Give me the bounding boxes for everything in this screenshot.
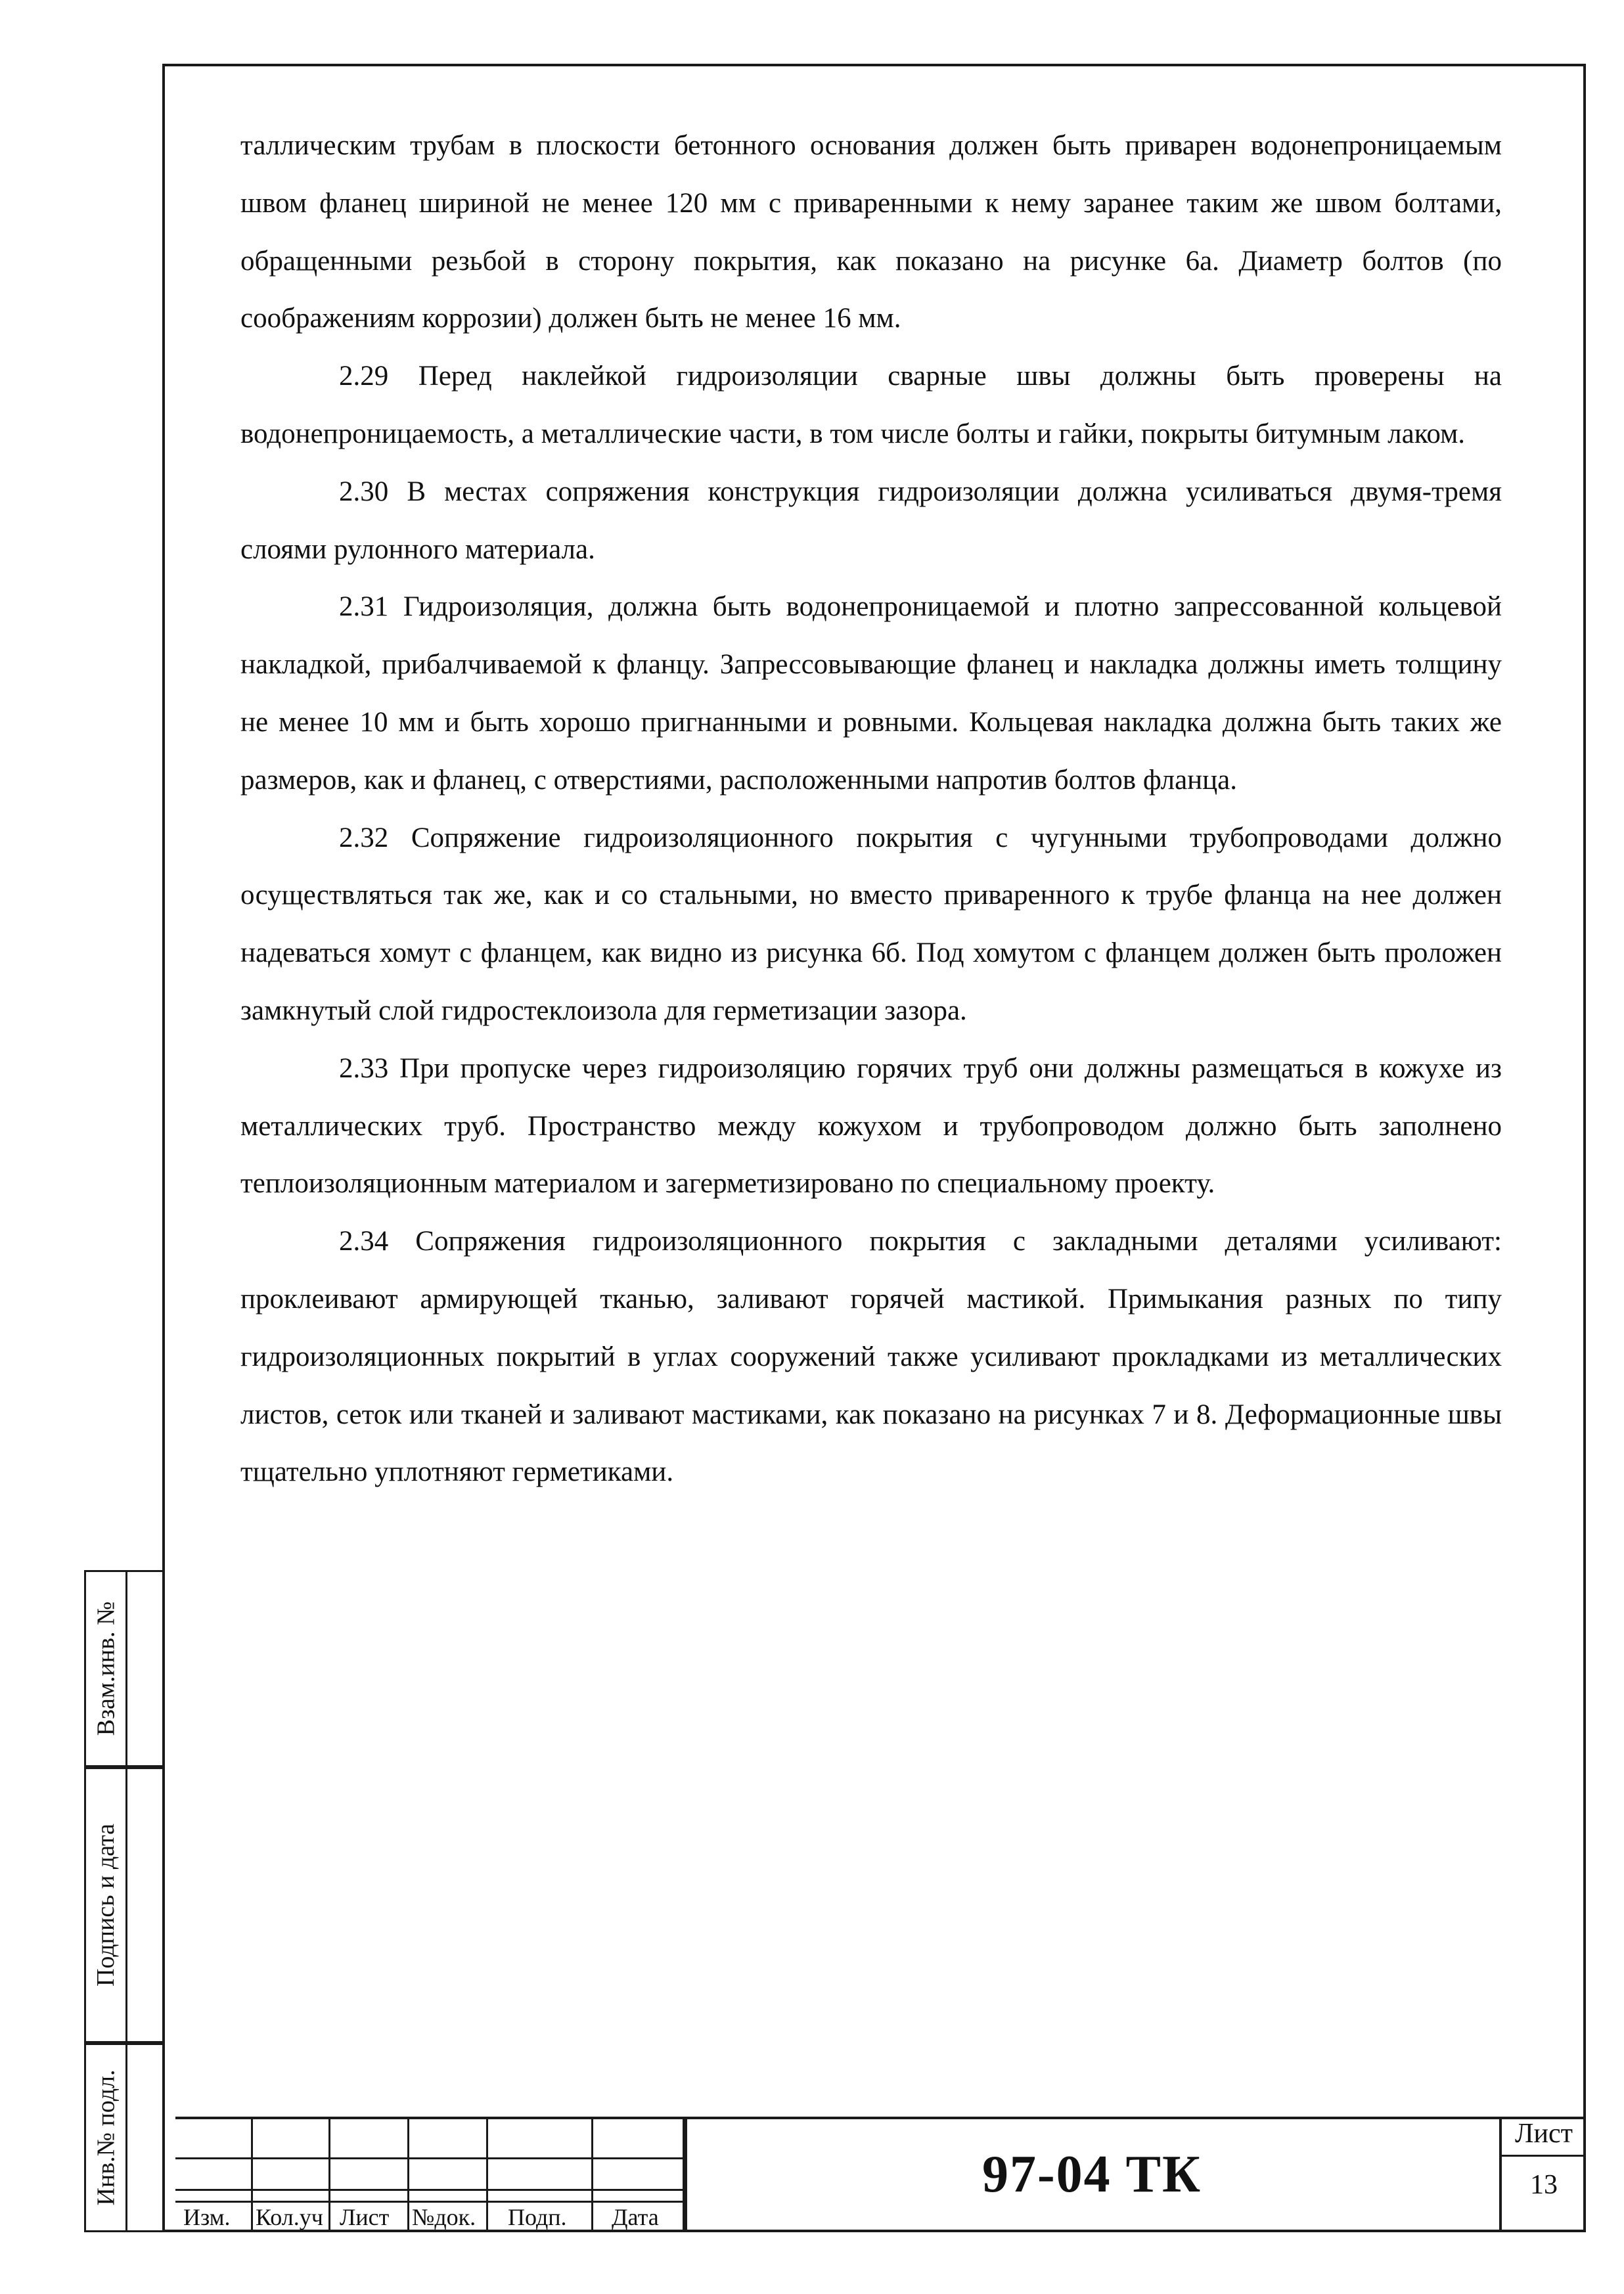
col-kol-uch: Кол.уч [256, 2204, 323, 2230]
sheet-number: 13 [1530, 2170, 1558, 2200]
paragraph-2-34: 2.34 Сопряжения гидроизоляционного покрытия с закладными деталями усиливают: проклеивают армирующей тканью, заливают горячей мастикой. Примыкания разных по типу гидроизоляционных покрытий в углах сооружений также усиливают прокладками из металлических листов, сеток или тканей и заливают мастиками, как показано на рисунках 7 и 8. Деформационные швы тщательно уплотняют герметиками. [240, 1226, 1502, 1488]
paragraph-2-31: 2.31 Гидроизоляция, должна быть водонепроницаемой и плотно запрессованной кольцевой накладкой, прибалчиваемой к фланцу. Запрессовывающие фланец и накладка должны иметь толщину не менее 10 мм и быть хорошо пригнанными и ровными. Кольцевая накладка должна быть таких же размеров, как и фланец, с отверстиями, расположенными напротив болтов фланца. [240, 591, 1502, 796]
col-data: Дата [612, 2204, 659, 2230]
document-code: 97-04 ТК [981, 2145, 1202, 2203]
side-label-vzam: Взам.инв. № [92, 1601, 120, 1736]
paragraph-2-30: 2.30 В местах сопряжения конструкция гидроизоляции должна усиливаться двумя-тремя слоями рулонного материала. [240, 476, 1502, 565]
side-stamp-podpis [84, 1767, 162, 2043]
side-stamp-inv [84, 2043, 162, 2232]
side-stamp-vzam [84, 1570, 162, 1767]
paragraph-2-33: 2.33 При пропуске через гидроизоляцию горячих труб они должны размещаться в кожухе из металлических труб. Пространство между кожухом и трубопроводом должно быть заполнено теплоизоляционным материалом и загерметизировано по специальному проекту. [240, 1052, 1502, 1200]
paragraph-2-29: 2.29 Перед наклейкой гидроизоляции сварные швы должны быть проверены на водонепроницаемость, а металлические части, в том числе болты и гайки, покрыты битумным лаком. [240, 361, 1502, 449]
sheet-label: Лист [1515, 2119, 1573, 2149]
revision-table [175, 2135, 685, 2232]
col-list: Лист [340, 2204, 390, 2230]
col-podp: Подп. [508, 2204, 567, 2230]
side-label-inv: Инв.№ подл. [92, 2069, 120, 2206]
paragraph-2-32: 2.32 Сопряжение гидроизоляционного покрытия с чугунными трубопроводами должно осуществляться так же, как и со стальными, но вместо приваренного к трубе фланца на нее должен надеваться хомут с фланцем, как видно из рисунка 6б. Под хомутом с фланцем должен быть проложен замкнутый слой гидростеклоизола для герметизации зазора. [240, 822, 1502, 1026]
sheet-number-box [1499, 2117, 1586, 2232]
side-label-podpis: Подпись и дата [92, 1823, 120, 1987]
col-izm: Изм. [183, 2204, 231, 2230]
document-body [240, 117, 1502, 1501]
paragraph-continuation: таллическим трубам в плоскости бетонного основания должен быть приварен водонепроницаемым швом фланец шириной не менее 120 мм с приваренными к нему заранее таким же швом болтами, обращенными резьбой в сторону покрытия, как показано на рисунке 6а. Диаметр болтов (по соображениям коррозии) должен быть не менее 16 мм. [240, 130, 1502, 334]
col-n-dok: №док. [412, 2204, 476, 2230]
